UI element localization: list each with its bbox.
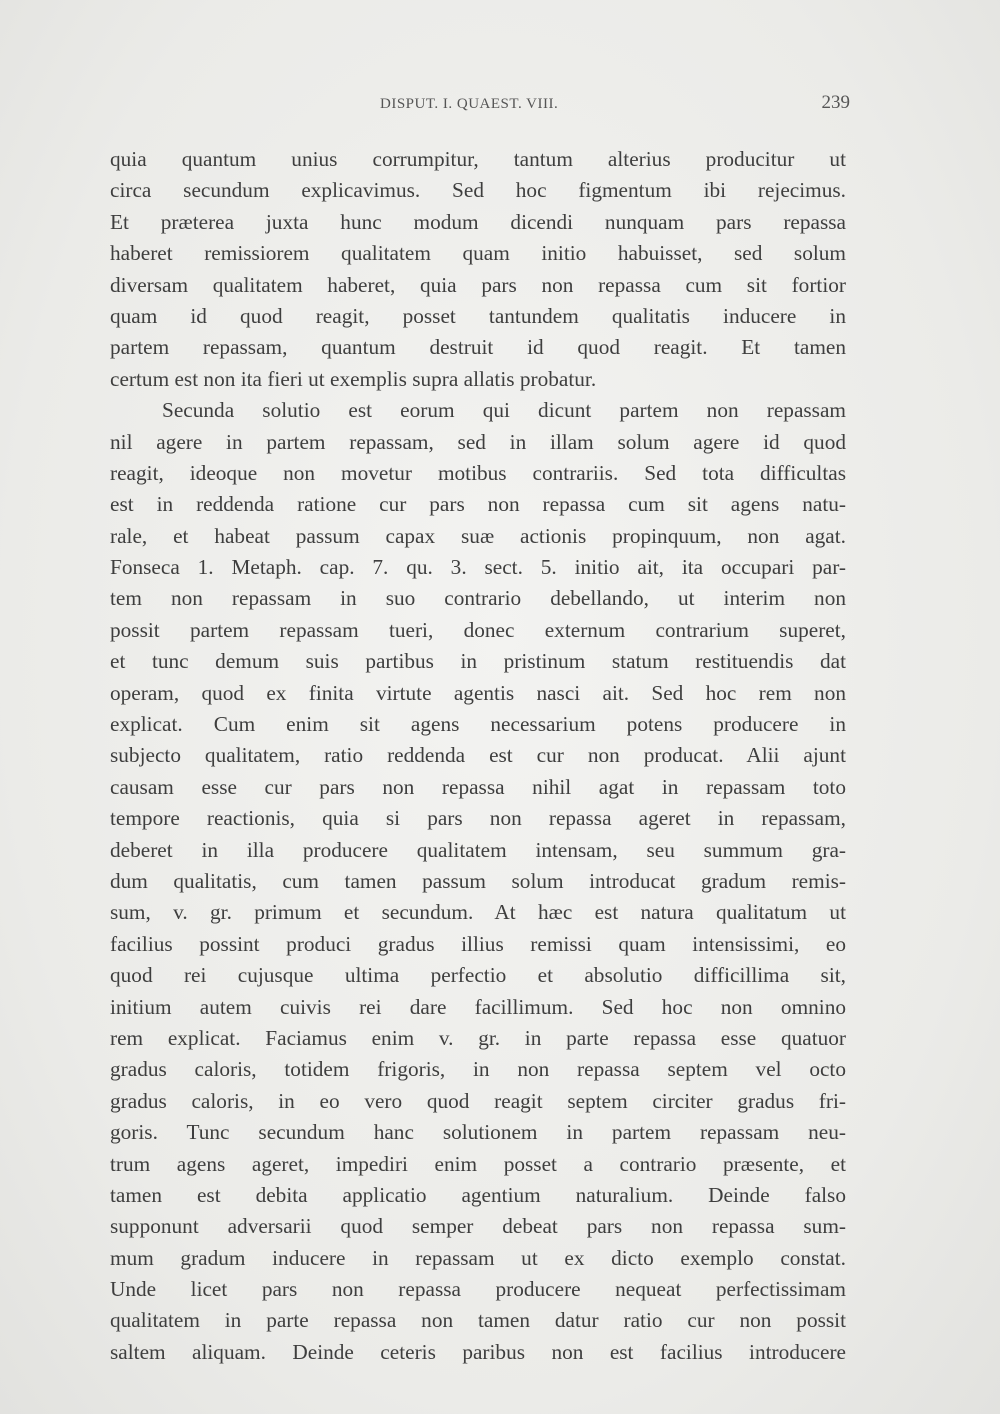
text-line: Secunda solutio est eorum qui dicunt partem non repassam [162,398,846,423]
text-line: partem repassam, quantum destruit id quod reagit. Et tamen [110,335,846,360]
text-line: sum, v. gr. primum et secundum. At hæc est natura qualitatum ut [110,900,846,925]
text-line: deberet in illa producere qualitatem intensam, seu summum gra- [110,837,846,862]
text-line: quia quantum unius corrumpitur, tantum alterius producitur ut [110,147,846,171]
text-line: rem explicat. Faciamus enim v. gr. in parte repassa esse quatuor [110,1025,846,1050]
text-line: certum est non ita fieri ut exemplis supra allatis probatur. [110,366,597,391]
text-line: saltem aliquam. Deinde ceteris paribus non est facilius introducere [110,1339,846,1364]
text-line: Unde licet pars non repassa producere nequeat perfectissimam [110,1277,846,1302]
text-line: Et præterea juxta hunc modum dicendi nunquam pars repassa [110,209,846,234]
text-line: possit partem repassam tueri, donec externum contrarium superet, [110,617,846,642]
text-line: nil agere in partem repassam, sed in illam solum agere id quod [110,429,846,454]
text-line: rale, et habeat passum capax suæ actionis propinquum, non agat. [110,523,846,548]
running-head [110,92,850,122]
text-line: dum qualitatis, cum tamen passum solum introducat gradum remis- [110,868,846,893]
page-number: 239 [821,92,850,113]
running-title: DISPUT. I. QUAEST. VIII. [380,96,559,112]
text-line: qualitatem in parte repassa non tamen datur ratio cur non possit [110,1308,846,1333]
text-line: causam esse cur pars non repassa nihil agat in repassam toto [110,774,846,799]
text-line: goris. Tunc secundum hanc solutionem in partem repassam neu- [110,1120,846,1145]
text-line: quam id quod reagit, posset tantundem qualitatis inducere in [110,303,846,328]
body-text [110,144,846,1368]
text-line: reagit, ideoque non movetur motibus contrariis. Sed tota difficultas [110,460,846,485]
text-line: mum gradum inducere in repassam ut ex dicto exemplo constat. [110,1245,846,1270]
text-line: gradus caloris, in eo vero quod reagit septem circiter gradus fri- [110,1088,846,1113]
text-line: initium autem cuivis rei dare facillimum. Sed hoc non omnino [110,994,846,1019]
paragraph [110,395,846,1368]
text-line: circa secundum explicavimus. Sed hoc figmentum ibi rejecimus. [110,178,846,203]
text-line: explicat. Cum enim sit agens necessarium potens producere in [110,712,846,737]
text-line: diversam qualitatem haberet, quia pars non repassa cum sit fortior [110,272,846,297]
paragraph [110,144,846,395]
text-line: trum agens ageret, impediri enim posset a contrario præsente, et [110,1151,846,1176]
text-line: facilius possint produci gradus illius remissi quam intensissimi, eo [110,931,846,956]
text-line: subjecto qualitatem, ratio reddenda est cur non producat. Alii ajunt [110,743,846,768]
text-line: Fonseca 1. Metaph. cap. 7. qu. 3. sect. 5. initio ait, ita occupari par- [110,555,846,580]
text-line: tamen est debita applicatio agentium naturalium. Deinde falso [110,1182,846,1207]
text-line: est in reddenda ratione cur pars non repassa cum sit agens natu- [110,492,846,517]
text-line: haberet remissiorem qualitatem quam initio habuisset, sed solum [110,241,846,266]
text-line: tem non repassam in suo contrario debellando, ut interim non [110,586,846,611]
text-line: tempore reactionis, quia si pars non repassa ageret in repassam, [110,806,846,831]
text-line: quod rei cujusque ultima perfectio et absolutio difficillima sit, [110,963,846,988]
text-line: operam, quod ex finita virtute agentis nasci ait. Sed hoc rem non [110,680,846,705]
text-line: gradus caloris, totidem frigoris, in non repassa septem vel octo [110,1057,846,1082]
text-line: supponunt adversarii quod semper debeat pars non repassa sum- [110,1214,846,1239]
text-line: et tunc demum suis partibus in pristinum statum restituendis dat [110,649,846,674]
